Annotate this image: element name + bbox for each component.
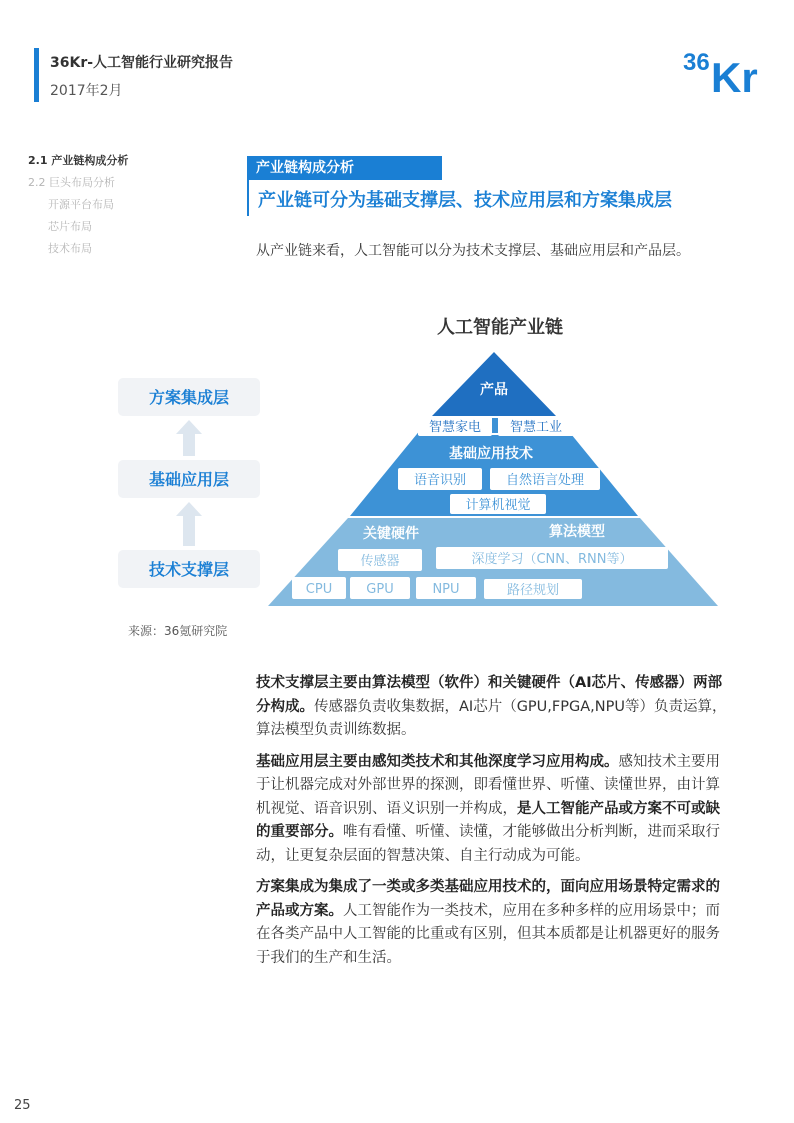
logo-kr: Kr bbox=[711, 54, 758, 96]
tag-smart-industry: 智慧工业 bbox=[509, 420, 563, 435]
tag-gpu: GPU bbox=[366, 582, 394, 597]
section-heading: 产业链可分为基础支撑层、技术应用层和方案集成层 bbox=[258, 190, 672, 211]
tier-bottom-left-label: 关键硬件 bbox=[363, 526, 419, 542]
header-accent-bar bbox=[34, 48, 39, 102]
logo-36: 36 bbox=[683, 49, 710, 76]
tier-bottom-right-label: 算法模型 bbox=[549, 524, 605, 540]
tag-cpu: CPU bbox=[305, 582, 333, 597]
source-note: 来源：36氪研究院 bbox=[128, 624, 228, 638]
paragraph-text: 唯有看懂、听懂、读懂，才能够做出分析判断，进而采取行动，让更复杂层面的智慧决策、自主行动成为可能。 bbox=[256, 824, 720, 864]
report-date: 2017年2月 bbox=[50, 83, 123, 99]
paragraph-tech-support bbox=[256, 672, 728, 743]
layer-basic-application: 基础应用层 bbox=[148, 470, 230, 489]
layer-tech-support: 技术支撑层 bbox=[148, 560, 230, 579]
tag-computer-vision: 计算机视觉 bbox=[465, 498, 531, 513]
tag-deep-learning: 深度学习（CNN、RNN等） bbox=[471, 552, 633, 567]
bold-lead: 方案集成为集成了一类或多类基础应用技术的，面向应用场景特定需求的产品或方案。 bbox=[256, 879, 720, 919]
paragraph-text: 感知技术主要用于让机器完成对外部世界的探测，即看懂世界、听懂、读懂世界，由计算机视觉、语音识别、语义识别一并构成， bbox=[256, 753, 720, 817]
paragraph-text: 传感器负责收集数据，AI芯片（GPU,FPGA,NPU等）负责运算，算法模型负责训练数据。 bbox=[256, 698, 727, 738]
section-tag: 产业链构成分析 bbox=[248, 156, 442, 180]
layer-solution-integration: 方案集成层 bbox=[148, 388, 230, 407]
tier-middle-label: 基础应用技术 bbox=[449, 446, 533, 462]
paragraph-basic-application bbox=[256, 751, 728, 869]
bold-emphasis: 是人工智能产品或方案不可或缺的重要部分。 bbox=[256, 800, 720, 840]
nav-item-chip-layout[interactable]: 芯片布局 bbox=[48, 220, 92, 233]
arrow-up-icon bbox=[176, 420, 202, 456]
nav-item-giants-layout[interactable]: 2.2 巨头布局分析 bbox=[28, 176, 115, 189]
body-text bbox=[256, 672, 728, 978]
tag-sensor: 传感器 bbox=[360, 554, 400, 569]
tag-smart-appliances: 智慧家电 bbox=[428, 420, 482, 435]
diagram-title: 人工智能产业链 bbox=[437, 317, 563, 338]
arrow-up-icon bbox=[176, 502, 202, 546]
nav-item-open-platform[interactable]: 开源平台布局 bbox=[48, 198, 114, 211]
intro-paragraph: 从产业链来看，人工智能可以分为技术支撑层、基础应用层和产品层。 bbox=[256, 243, 690, 259]
report-title: 36Kr-人工智能行业研究报告 bbox=[50, 55, 234, 71]
nav-item-tech-layout[interactable]: 技术布局 bbox=[48, 242, 92, 255]
paragraph-solution-integration bbox=[256, 876, 728, 970]
nav-item-chain-analysis[interactable]: 2.1 产业链构成分析 bbox=[28, 154, 129, 167]
ai-industry-chain-diagram bbox=[0, 300, 794, 620]
tag-path-planning: 路径规划 bbox=[506, 583, 560, 598]
36kr-logo bbox=[683, 40, 765, 96]
bold-lead: 基础应用层主要由感知类技术和其他深度学习应用构成。 bbox=[256, 753, 619, 770]
tag-speech-recognition: 语音识别 bbox=[413, 473, 467, 488]
bold-lead: 技术支撑层主要由算法模型（软件）和关键硬件（AI芯片、传感器）两部分构成。 bbox=[256, 675, 723, 715]
page-number: 25 bbox=[14, 1098, 31, 1113]
tag-nlp: 自然语言处理 bbox=[505, 473, 585, 488]
tag-npu: NPU bbox=[432, 582, 460, 597]
tier-top-label: 产品 bbox=[480, 382, 508, 398]
section-nav bbox=[28, 150, 128, 260]
paragraph-text: 人工智能作为一类技术，应用在多种多样的应用场景中；而在各类产品中人工智能的比重或有区别，但其本质都是让机器更好的服务于我们的生产和生活。 bbox=[256, 902, 720, 966]
